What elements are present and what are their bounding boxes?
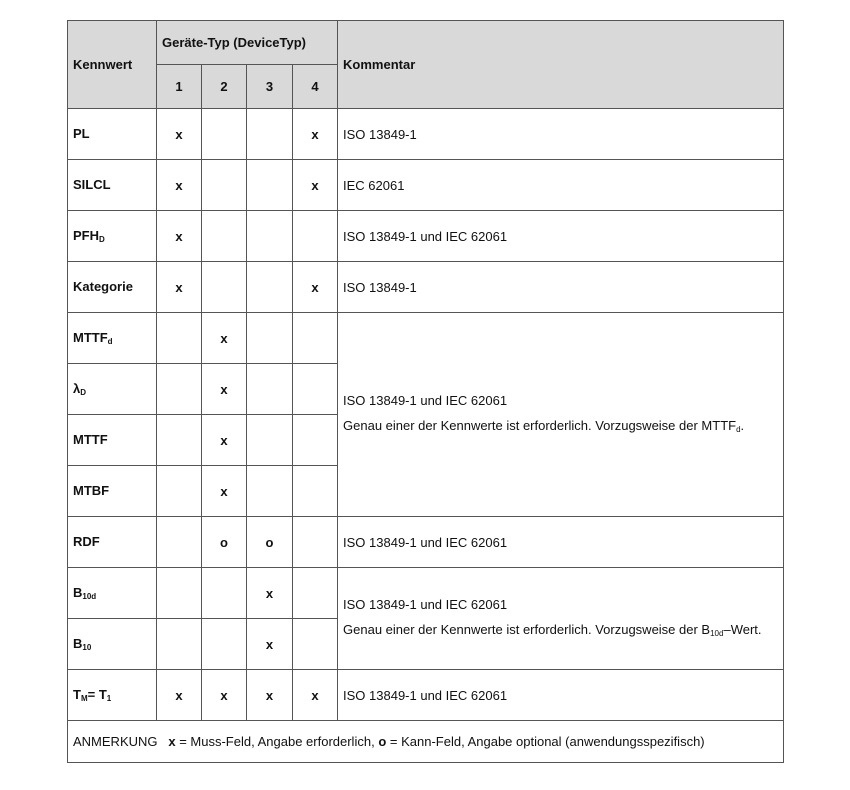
table-row <box>68 211 784 262</box>
mark-type-4 <box>293 568 338 619</box>
comment-line-2 <box>343 621 778 642</box>
mark-type-3: x <box>247 568 293 619</box>
kennwert-cell <box>68 160 157 211</box>
type-number-3: 3 <box>247 65 293 109</box>
mark-type-1 <box>157 517 202 568</box>
comment-line-2-subscript: 10d <box>710 628 724 638</box>
mark-type-2 <box>202 109 247 160</box>
table-row <box>68 160 784 211</box>
parameter-table <box>67 20 784 763</box>
table-row <box>68 262 784 313</box>
kennwert-name: B <box>73 636 83 651</box>
mark-type-3: x <box>247 670 293 721</box>
kennwert-name: Kategorie <box>73 279 133 294</box>
mark-type-3 <box>247 466 293 517</box>
mark-type-1 <box>157 364 202 415</box>
header-row <box>68 21 784 65</box>
kennwert-subscript: d <box>107 337 113 346</box>
mark-type-4: x <box>293 109 338 160</box>
table-body <box>68 109 784 721</box>
kennwert-name: λ <box>73 381 81 396</box>
mark-type-3: x <box>247 619 293 670</box>
kennwert-cell <box>68 619 157 670</box>
kennwert-name: SILCL <box>73 177 111 192</box>
mark-type-1: x <box>157 109 202 160</box>
note-o-text: = Kann-Feld, Angabe optional (anwendungsspezifisch) <box>389 734 705 749</box>
table-row <box>68 517 784 568</box>
mark-type-4 <box>293 517 338 568</box>
mark-type-2: x <box>202 466 247 517</box>
kennwert-name: T <box>73 687 81 702</box>
type-number-4: 4 <box>293 65 338 109</box>
mark-type-3 <box>247 211 293 262</box>
kennwert-cell <box>68 211 157 262</box>
kennwert-subscript: M <box>80 694 88 703</box>
kennwert-cell <box>68 466 157 517</box>
kennwert-name: PFH <box>73 228 99 243</box>
kennwert-subscript: 10d <box>82 592 97 601</box>
kennwert-name: MTTF <box>73 330 108 345</box>
mark-type-3 <box>247 313 293 364</box>
table-row <box>68 313 784 364</box>
mark-type-4 <box>293 313 338 364</box>
mark-type-2 <box>202 211 247 262</box>
type-number-2: 2 <box>202 65 247 109</box>
mark-type-4: x <box>293 160 338 211</box>
mark-type-4: x <box>293 670 338 721</box>
mark-type-1: x <box>157 262 202 313</box>
mark-type-2: x <box>202 313 247 364</box>
mark-type-2: o <box>202 517 247 568</box>
mark-type-1 <box>157 313 202 364</box>
mark-type-3 <box>247 415 293 466</box>
table-row <box>68 568 784 619</box>
kennwert-name: B <box>73 585 83 600</box>
mark-type-2: x <box>202 670 247 721</box>
kennwert-cell <box>68 415 157 466</box>
kennwert-name: MTTF <box>73 432 108 447</box>
mark-type-2 <box>202 568 247 619</box>
mark-type-4 <box>293 415 338 466</box>
comment-cell: ISO 13849-1 <box>338 262 784 313</box>
note-o-symbol: o <box>378 734 387 749</box>
comment-line-2-subscript: d <box>736 424 741 434</box>
mark-type-3 <box>247 262 293 313</box>
note-row <box>68 721 784 763</box>
note-x-text: = Muss-Feld, Angabe erforderlich, <box>179 734 375 749</box>
kennwert-cell <box>68 568 157 619</box>
comment-cell-group <box>338 313 784 517</box>
mark-type-1: x <box>157 211 202 262</box>
kennwert-subscript: 10 <box>82 643 92 652</box>
mark-type-4: x <box>293 262 338 313</box>
mark-type-3: o <box>247 517 293 568</box>
mark-type-2: x <box>202 364 247 415</box>
mark-type-2 <box>202 619 247 670</box>
mark-type-4 <box>293 211 338 262</box>
header-device-type: Geräte-Typ (DeviceTyp) <box>157 21 338 65</box>
comment-line-1: ISO 13849-1 und IEC 62061 <box>343 392 508 408</box>
kennwert-name: PL <box>73 126 90 141</box>
mark-type-3 <box>247 160 293 211</box>
mark-type-1 <box>157 619 202 670</box>
kennwert-cell <box>68 262 157 313</box>
mark-type-4 <box>293 619 338 670</box>
comment-line-2-text: Genau einer der Kennwerte ist erforderlich. Vorzugsweise der B <box>343 621 711 637</box>
kennwert-name: RDF <box>73 534 100 549</box>
comment-line-2 <box>343 417 778 438</box>
comment-line-1: ISO 13849-1 und IEC 62061 <box>343 596 508 612</box>
comment-cell: ISO 13849-1 <box>338 109 784 160</box>
kennwert-name: MTBF <box>73 483 110 498</box>
comment-cell: ISO 13849-1 und IEC 62061 <box>338 211 784 262</box>
kennwert-suffix-subscript: 1 <box>106 694 112 703</box>
comment-cell: ISO 13849-1 und IEC 62061 <box>338 517 784 568</box>
type-number-1: 1 <box>157 65 202 109</box>
kennwert-subscript: D <box>80 388 87 397</box>
mark-type-3 <box>247 364 293 415</box>
comment-line-2-text: Genau einer der Kennwerte ist erforderlich. Vorzugsweise der MTTF <box>343 417 737 433</box>
kennwert-cell <box>68 517 157 568</box>
kennwert-cell <box>68 670 157 721</box>
header-kennwert: Kennwert <box>68 21 157 109</box>
mark-type-1 <box>157 415 202 466</box>
comment-line-2-end: –Wert. <box>723 621 762 637</box>
mark-type-2 <box>202 160 247 211</box>
note-x-symbol: x <box>168 734 176 749</box>
mark-type-3 <box>247 109 293 160</box>
kennwert-subscript: D <box>99 235 105 244</box>
mark-type-2: x <box>202 415 247 466</box>
comment-cell: IEC 62061 <box>338 160 784 211</box>
kennwert-cell <box>68 364 157 415</box>
mark-type-1: x <box>157 670 202 721</box>
kennwert-cell <box>68 313 157 364</box>
mark-type-2 <box>202 262 247 313</box>
mark-type-4 <box>293 364 338 415</box>
comment-cell-group <box>338 568 784 670</box>
header-kommentar: Kommentar <box>338 21 784 109</box>
comment-cell: ISO 13849-1 und IEC 62061 <box>338 670 784 721</box>
table-row <box>68 109 784 160</box>
kennwert-suffix: = T <box>87 687 107 702</box>
note-label: ANMERKUNG <box>73 734 158 749</box>
comment-line-2-end: . <box>740 417 745 433</box>
table-row <box>68 670 784 721</box>
mark-type-1: x <box>157 160 202 211</box>
mark-type-1 <box>157 568 202 619</box>
note-cell <box>68 721 784 763</box>
mark-type-4 <box>293 466 338 517</box>
kennwert-cell <box>68 109 157 160</box>
mark-type-1 <box>157 466 202 517</box>
